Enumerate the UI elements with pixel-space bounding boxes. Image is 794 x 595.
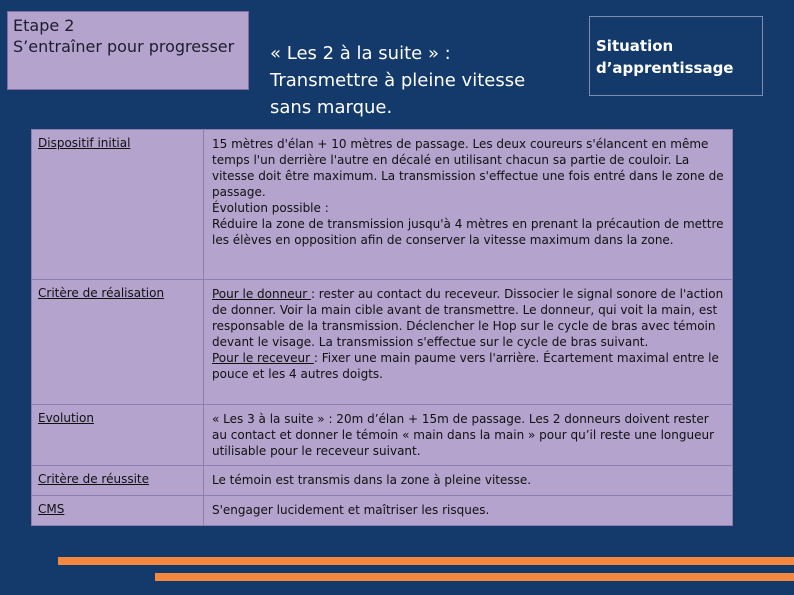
slide-title-line-1: « Les 2 à la suite » :	[270, 43, 451, 64]
row-content-reussite: Le témoin est transmis dans la zone à pleine vitesse.	[204, 466, 733, 496]
table-row	[32, 130, 733, 280]
situation-box	[589, 16, 763, 96]
slide-title-line-3: sans marque.	[270, 97, 393, 118]
stage-subtitle: S’entraîner pour progresser	[13, 37, 235, 56]
table-row	[32, 496, 733, 526]
accent-bar-top	[58, 557, 794, 565]
accent-bar-bottom	[155, 573, 794, 581]
row-label-realisation: Critère de réalisation	[32, 280, 204, 405]
row-label-cms: CMS	[32, 496, 204, 526]
table-row	[32, 280, 733, 405]
row-content-cms: S'engager lucidement et maîtriser les risques.	[204, 496, 733, 526]
row-content-realisation	[204, 280, 733, 405]
dispositif-evolution-text: Réduire la zone de transmission jusqu'à 4 mètres en prenant la précaution de mettre les élèves en opposition afin de conserver la vitesse maximum dans la zone.	[212, 217, 724, 247]
stage-number: Etape 2	[13, 16, 75, 35]
slide-title-line-2: Transmettre à pleine vitesse	[270, 70, 526, 91]
dispositif-evolution-heading: Évolution possible :	[212, 201, 329, 215]
slide-title	[270, 40, 570, 121]
receveur-label: Pour le receveur	[212, 351, 314, 365]
row-label-evolution: Evolution	[32, 405, 204, 466]
receveur-criteria	[212, 350, 724, 382]
donneur-criteria	[212, 286, 724, 350]
table-row	[32, 466, 733, 496]
row-label-dispositif: Dispositif initial	[32, 130, 204, 280]
row-label-reussite: Critère de réussite	[32, 466, 204, 496]
table-row	[32, 405, 733, 466]
donneur-text: : rester au contact du receveur. Dissocier le signal sonore de l'action de donner. Voir la main cible avant de transmettre. Le donneur, qui voit la main, est responsable de la transmission. Déclencher le Hop sur le cycle de bras avec témoin devant le visage. La transmission s'effectue sur le cycle de bras suivant.	[212, 287, 724, 349]
row-content-dispositif	[204, 130, 733, 280]
situation-line-2: d’apprentissage	[596, 59, 734, 77]
situation-line-1: Situation	[596, 37, 674, 55]
dispositif-description: 15 mètres d'élan + 10 mètres de passage. Les deux coureurs s'élancent en même temps l'un derrière l'autre en décalé en utilisant chacun sa partie de couloir. La vitesse doit être maximum. La transmission s'effectue une fois entré dans le zone de passage.	[212, 137, 724, 199]
donneur-label: Pour le donneur	[212, 287, 311, 301]
stage-box	[7, 11, 249, 90]
row-content-evolution: « Les 3 à la suite » : 20m d’élan + 15m de passage. Les 2 donneurs doivent rester au contact et donner le témoin « main dans la main » pour qu’il reste une longueur utilisable pour le receveur suivant.	[204, 405, 733, 466]
receveur-text: : Fixer une main paume vers l'arrière. Écartement maximal entre le pouce et les 4 autres doigts.	[212, 351, 719, 381]
exercise-table	[31, 129, 733, 526]
